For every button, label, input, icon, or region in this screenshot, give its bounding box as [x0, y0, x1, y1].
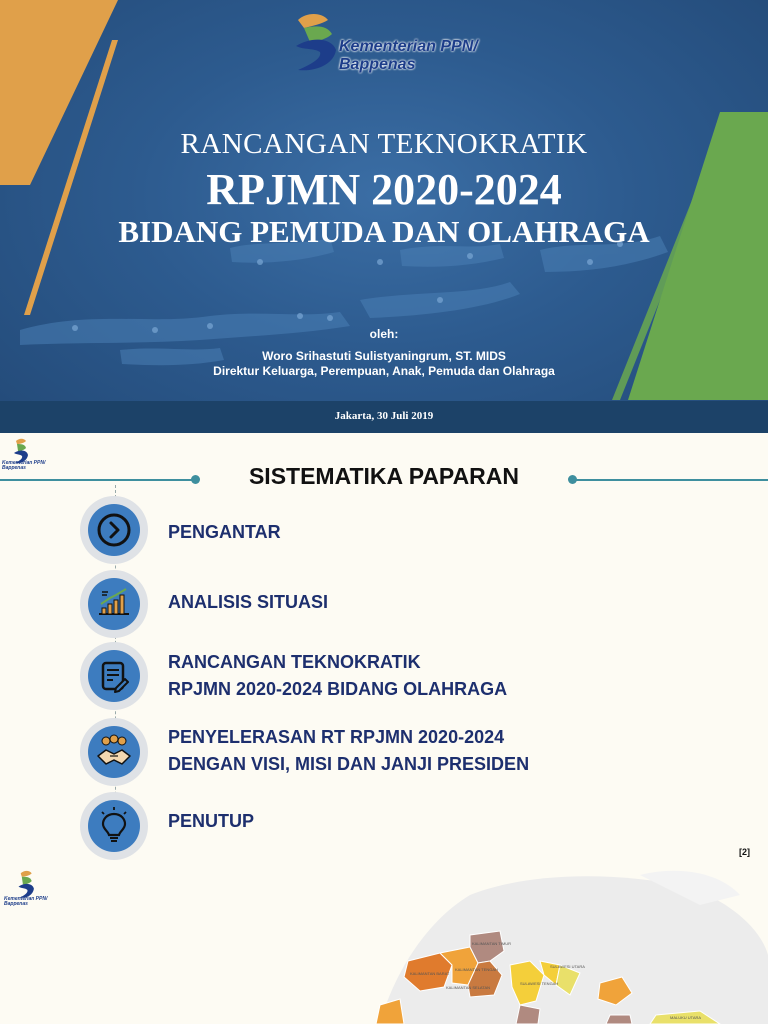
agenda-item-3-badge — [80, 642, 148, 710]
agenda-item-1-label: PENGANTAR — [168, 522, 281, 542]
document-edit-icon — [88, 650, 140, 702]
agenda-item-4-label: PENYELERASAN RT RPJMN 2020-2024 DENGAN VISI, MISI DAN JANJI PRESIDEN — [168, 727, 530, 774]
agenda-item-5-label: PENUTUP — [168, 811, 255, 831]
by-label: oleh: — [369, 327, 399, 341]
bappenas-logo-text — [339, 38, 478, 74]
map-label: MALUKU UTARA — [670, 1015, 702, 1020]
indonesia-map-silhouette — [20, 236, 668, 365]
presenter-position: Direktur Keluarga, Perempuan, Anak, Pemuda dan Olahraga — [213, 364, 555, 378]
map-slide — [0, 865, 768, 1024]
logo-line-2: Bappenas — [2, 465, 26, 471]
indonesia-province-map — [0, 865, 768, 1024]
agenda-item-1-badge — [80, 496, 148, 564]
handshake-icon — [88, 726, 140, 778]
presenter-name: Woro Srihastuti Sulistyaningrum, ST. MIDS — [262, 349, 506, 363]
map-label: KALIMANTAN BARAT — [410, 971, 450, 976]
page-number: [2] — [739, 847, 750, 857]
title-slide — [0, 0, 768, 433]
logo-line-2: Bappenas — [4, 901, 28, 907]
agenda-title: SISTEMATIKA PAPARAN — [248, 463, 520, 489]
map-label: SULAWESI UTARA — [550, 964, 585, 969]
lightbulb-icon — [88, 800, 140, 852]
logo-line-2: Bappenas — [339, 56, 416, 73]
map-label: KALIMANTAN SELATAN — [446, 985, 491, 990]
map-label: KALIMANTAN TENGAH — [455, 967, 498, 972]
pre-title: RANCANGAN TEKNOKRATIK — [180, 128, 588, 160]
growth-chart-icon — [88, 578, 140, 630]
map-marker-dots — [72, 241, 623, 333]
agenda-item-2-badge — [80, 570, 148, 638]
map-background-shapes — [380, 871, 768, 1024]
logo-line-1: Kementerian PPN/ — [4, 896, 48, 902]
sub-title: BIDANG PEMUDA DAN OLAHRAGA — [118, 214, 650, 249]
agenda-item-5-badge — [80, 792, 148, 860]
agenda-slide — [0, 433, 768, 865]
chevron-right-icon — [88, 504, 140, 556]
map-label: KALIMANTAN TIMUR — [472, 941, 511, 946]
agenda-item-4-badge — [80, 718, 148, 786]
main-title: RPJMN 2020-2024 — [206, 165, 562, 214]
presentation-date: Jakarta, 30 Juli 2019 — [334, 410, 434, 422]
agenda-item-2-label: ANALISIS SITUASI — [168, 592, 329, 612]
logo-line-1: Kementerian PPN/ — [2, 460, 46, 466]
logo-line-1: Kementerian PPN/ — [339, 38, 478, 55]
agenda-item-3-label: RANCANGAN TEKNOKRATIK RPJMN 2020-2024 BIDANG OLAHRAGA — [168, 652, 508, 699]
map-label: SULAWESI TENGAH — [520, 981, 559, 986]
